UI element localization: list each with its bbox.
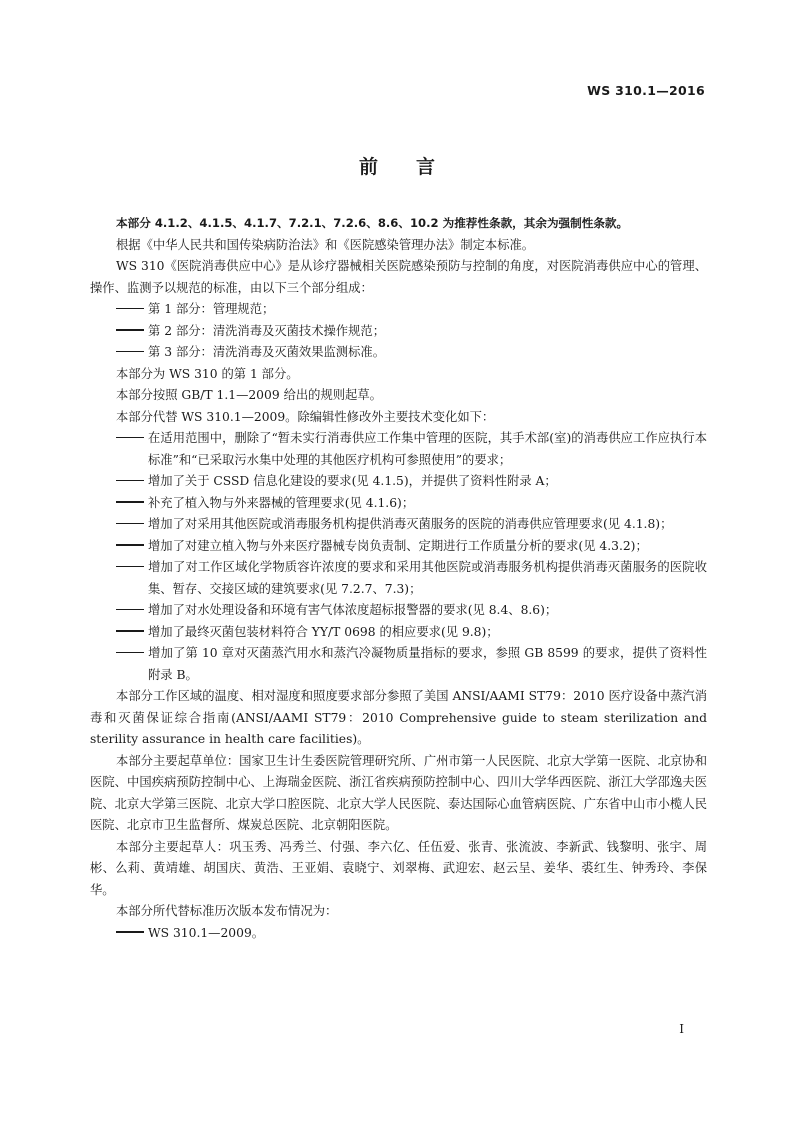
drafters: 本部分主要起草人：巩玉秀、冯秀兰、付强、李六亿、任伍爱、张青、张流波、李新武、钱黎明、张宇、周彬、么莉、黄靖雄、胡国庆、黄浩、王亚娟、袁晓宁、刘翠梅、武迎宏、赵云呈、姜华、裘红生、钟秀玲、李保华。 xyxy=(90,839,707,897)
drafting-rule: 本部分按照 GB/T 1.1—2009 给出的规则起草。 xyxy=(116,388,382,402)
dash-mark xyxy=(116,342,148,364)
dash-mark xyxy=(116,643,148,665)
dash-mark xyxy=(116,923,148,945)
list-item: 在适用范围中，删除了“暂未实行消毒供应工作集中管理的医院，其手术部(室)的消毒供应工作应执行本标准”和“已采取污水集中处理的其他医疗机构可参照使用”的要求； xyxy=(116,428,707,471)
list-item: 增加了对采用其他医院或消毒服务机构提供消毒灭菌服务的医院的消毒供应管理要求(见 4.1.8)； xyxy=(116,514,707,536)
history-intro: 本部分所代替标准历次版本发布情况为： xyxy=(116,904,338,918)
replacement-statement: 本部分代替 WS 310.1—2009。除编辑性修改外主要技术变化如下： xyxy=(116,409,495,424)
list-item: 第 2 部分：清洗消毒及灭菌技术操作规范； xyxy=(116,321,707,343)
list-item: 增加了关于 CSSD 信息化建设的要求(见 4.1.5)，并提供了资料性附录 A； xyxy=(116,471,707,493)
list-item: 第 1 部分：管理规范； xyxy=(116,299,707,321)
dash-mark xyxy=(116,557,148,579)
page-title: 前言 xyxy=(358,156,473,178)
dash-mark xyxy=(116,321,148,343)
part-statement: 本部分为 WS 310 的第 1 部分。 xyxy=(116,366,299,381)
list-item: 增加了对建立植入物与外来医疗器械专岗负责制、定期进行工作质量分析的要求(见 4.3.2)； xyxy=(116,536,707,558)
list-item: 增加了对水处理设备和环境有害气体浓度超标报警器的要求(见 8.4、8.6)； xyxy=(116,600,707,622)
changes-list xyxy=(90,428,707,686)
list-item: 增加了第 10 章对灭菌蒸汽用水和蒸汽冷凝物质量指标的要求，参照 GB 8599 的要求，提供了资料性附录 B。 xyxy=(116,643,707,686)
dash-mark xyxy=(116,428,148,450)
history-list xyxy=(90,923,707,945)
drafting-units: 本部分主要起草单位：国家卫生计生委医院管理研究所、广州市第一人民医院、北京大学第一医院、北京协和医院、中国疾病预防控制中心、上海瑞金医院、浙江省疾病预防控制中心、四川大学华西医院、浙江大学邵逸夫医院、北京大学第三医院、北京大学口腔医院、北京大学人民医院、泰达国际心血管病医院、广东省中山市小榄人民医院、北京市卫生监督所、煤炭总医院、北京朝阳医院。 xyxy=(90,753,707,832)
list-item: 增加了对工作区域化学物质容许浓度的要求和采用其他医院或消毒服务机构提供消毒灭菌服务的医院收集、暂存、交接区域的建筑要求(见 7.2.7、7.3)； xyxy=(116,557,707,600)
reference-standard: 本部分工作区域的温度、相对湿度和照度要求部分参照了美国 ANSI/AAMI ST79：2010 医疗设备中蒸汽消毒和灭菌保证综合指南(ANSI/AAMI ST79：2010 Comprehensive guide to steam sterilization and sterility assurance in health care facilities)。 xyxy=(90,689,707,746)
dash-mark xyxy=(116,493,148,515)
standard-code: WS 310.1—2016 xyxy=(587,83,705,98)
series-description: WS 310《医院消毒供应中心》是从诊疗器械相关医院感染预防与控制的角度，对医院消毒供应中心的管理、操作、监测予以规范的标准，由以下三个部分组成： xyxy=(90,259,707,295)
parts-list xyxy=(90,299,707,364)
page-number: I xyxy=(679,1022,684,1036)
dash-mark xyxy=(116,536,148,558)
recommendation-clause: 本部分 4.1.2、4.1.5、4.1.7、7.2.1、7.2.6、8.6、10.2 为推荐性条款，其余为强制性条款。 xyxy=(116,216,629,230)
list-item: WS 310.1—2009。 xyxy=(116,923,707,945)
list-item: 第 3 部分：清洗消毒及灭菌效果监测标准。 xyxy=(116,342,707,364)
list-item: 增加了最终灭菌包装材料符合 YY/T 0698 的相应要求(见 9.8)； xyxy=(116,622,707,644)
dash-mark xyxy=(116,600,148,622)
dash-mark xyxy=(116,299,148,321)
legal-basis: 根据《中华人民共和国传染病防治法》和《医院感染管理办法》制定本标准。 xyxy=(116,237,535,252)
list-item: 补充了植入物与外来器械的管理要求(见 4.1.6)； xyxy=(116,493,707,515)
dash-mark xyxy=(116,514,148,536)
dash-mark xyxy=(116,471,148,493)
foreword-body xyxy=(90,213,707,944)
dash-mark xyxy=(116,622,148,644)
